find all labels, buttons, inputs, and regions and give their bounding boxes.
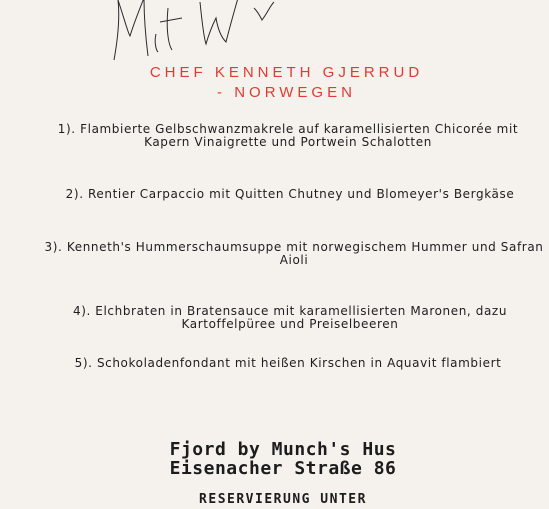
reservation-heading: RESERVIERUNG UNTER (199, 492, 367, 507)
handwritten-script-graphic (104, 0, 304, 68)
course-text-line: 1). Flambierte Gelbschwanzmakrele auf karamellisierten Chicorée mit (57, 122, 519, 136)
chef-name: CHEF KENNETH GJERRUD (149, 64, 424, 81)
course-text-line: 5). Schokoladenfondant mit heißen Kirschen in Aquavit flambiert (74, 356, 502, 370)
course-text-line: Aioli (279, 253, 309, 267)
venue-name: Fjord by Munch's Hus (169, 439, 397, 460)
course-text-line: Kapern Vinaigrette und Portwein Schalotten (144, 135, 432, 149)
venue-address: Eisenacher Straße 86 (169, 458, 397, 479)
menu-course-5 (8, 357, 549, 370)
course-text-line: 3). Kenneth's Hummerschaumsuppe mit norwegischem Hummer und Safran (44, 240, 544, 254)
course-text-line: Kartoffelpüree und Preiselbeeren (181, 317, 399, 331)
course-text-line: 4). Elchbraten in Bratensauce mit karamellisierten Maronen, dazu (72, 304, 508, 318)
chef-country: - NORWEGEN (217, 84, 356, 101)
script-title-decoration (104, 0, 304, 68)
menu-course-3 (14, 241, 549, 267)
course-text-line: 2). Rentier Carpaccio mit Quitten Chutney und Blomeyer's Bergkäse (65, 187, 515, 201)
menu-course-2 (10, 188, 549, 201)
menu-course-1 (8, 123, 549, 149)
menu-course-4 (10, 305, 549, 331)
